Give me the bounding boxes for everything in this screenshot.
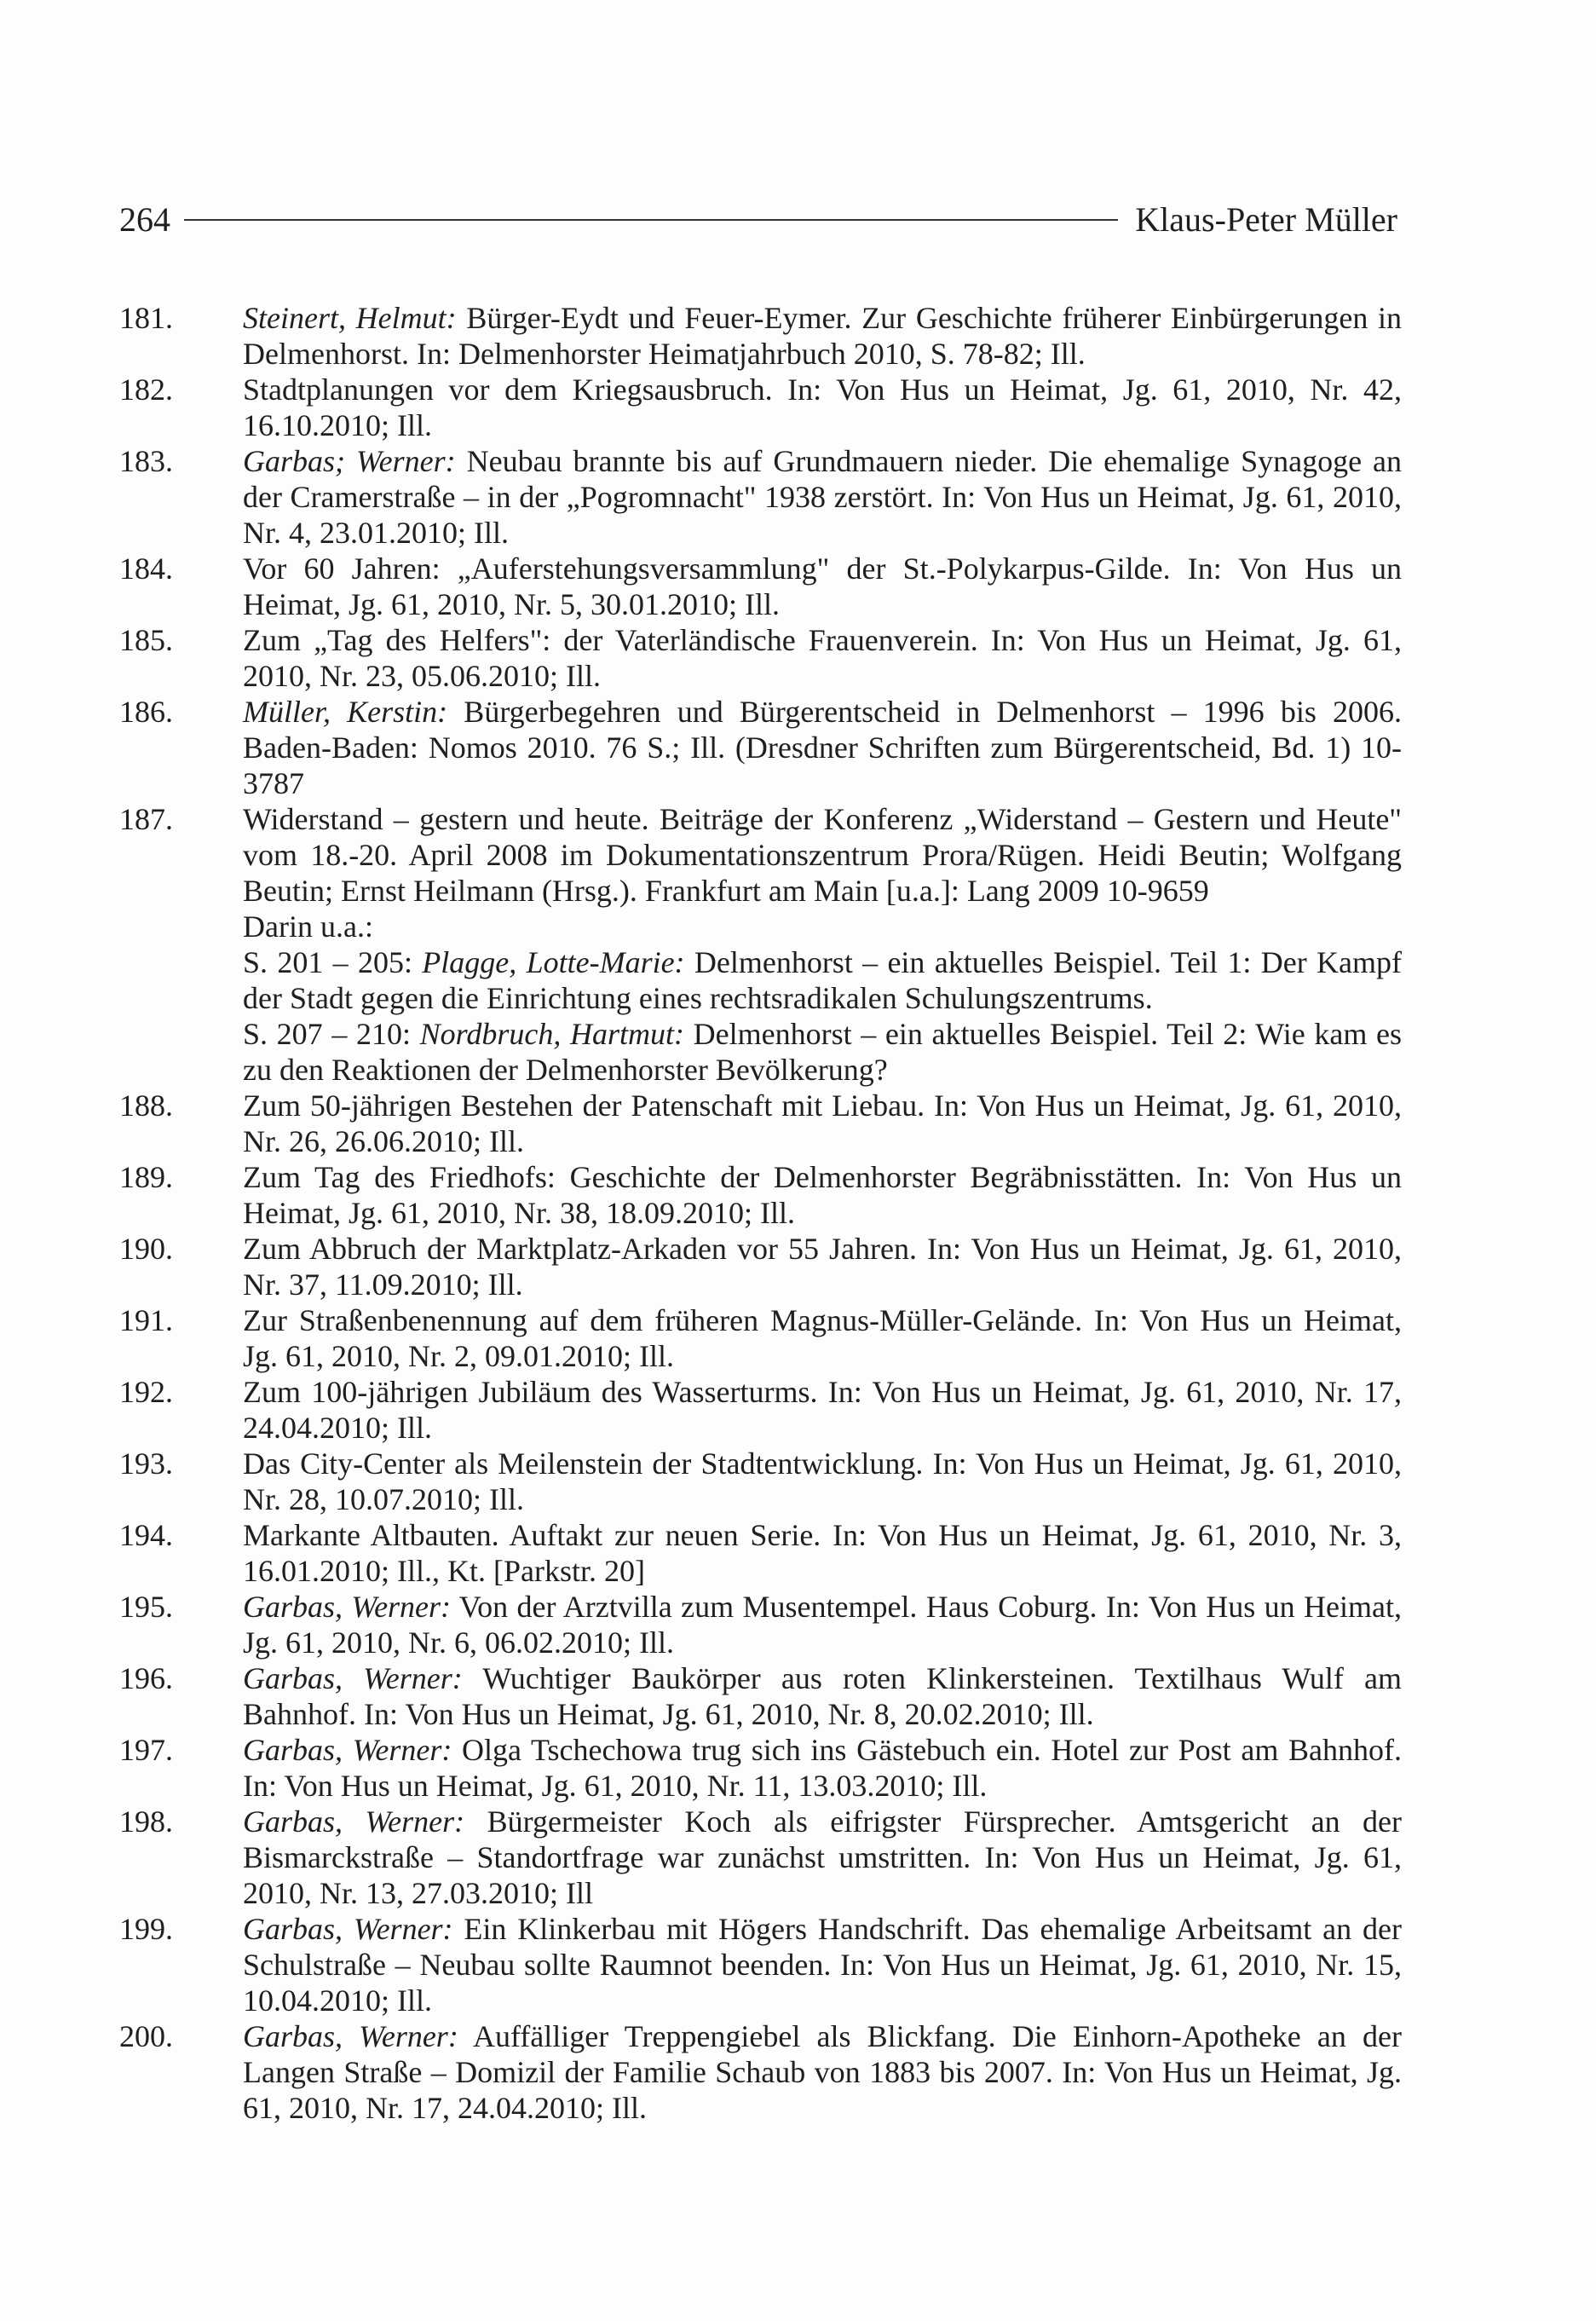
header-rule (184, 219, 1118, 221)
entry-number: 190. (119, 1232, 173, 1266)
entry-number: 199. (119, 1912, 173, 1946)
entry-text (243, 300, 1402, 372)
entry-author: Garbas, Werner: (243, 2019, 458, 2053)
entry-title: Wuchtiger Baukörper aus roten Klinkersteinen. Textilhaus Wulf am Bahnhof. In: Von Hus un Heimat, Jg. 61, 2010, Nr. 8, 20.02.2010; Ill. (243, 1661, 1402, 1731)
entry-text (243, 1804, 1402, 1911)
bibliography-entry (119, 2018, 1402, 2126)
subitem-title: Delmenhorst – ein aktuelles Beispiel. Teil 1: Der Kampf der Stadt gegen die Einrichtung eines rechtsradikalen Schulungszentrums. (243, 945, 1402, 1015)
bibliography-entry (119, 1088, 1402, 1159)
entry-author: Garbas, Werner: (243, 1733, 452, 1767)
bibliography-entry (119, 443, 1402, 551)
bibliography-entry (119, 1804, 1402, 1911)
entry-title: Zum Tag des Friedhofs: Geschichte der Delmenhorster Begräbnisstätten. In: Von Hus un Heimat, Jg. 61, 2010, Nr. 38, 18.09.2010; Ill. (243, 1160, 1402, 1230)
entry-title: Stadtplanungen vor dem Kriegsausbruch. In: Von Hus un Heimat, Jg. 61, 2010, Nr. 42, 16.10.2010; Ill. (243, 372, 1402, 442)
entry-number: 200. (119, 2019, 173, 2053)
entry-number: 188. (119, 1088, 173, 1123)
entry-text (243, 1231, 1402, 1302)
bibliography-entry (119, 372, 1402, 443)
entry-text (243, 1374, 1402, 1446)
entry-text (243, 1302, 1402, 1374)
entry-author: Garbas; Werner: (243, 444, 456, 478)
entry-title: Zum „Tag des Helfers": der Vaterländische Frauenverein. In: Von Hus un Heimat, Jg. 61, 2010, Nr. 23, 05.06.2010; Ill. (243, 623, 1402, 693)
entry-title: Bürger-Eydt und Feuer-Eymer. Zur Geschichte früherer Einbürgerungen in Delmenhorst. In: Delmenhorster Heimatjahrbuch 2010, S. 78-82; Ill. (243, 301, 1403, 371)
bibliography-entry (119, 551, 1402, 622)
subitem-pages: S. 201 – 205: (243, 945, 423, 979)
entry-title: Auffälliger Treppengiebel als Blickfang. Die Einhorn-Apotheke an der Langen Straße – Domizil der Familie Schaub von 1883 bis 2007. In: Von Hus un Heimat, Jg. 61, 2010, Nr. 17, 24.04.2010; Ill. (243, 2019, 1402, 2125)
entry-title: Ein Klinkerbau mit Högers Handschrift. Das ehemalige Arbeitsamt an der Schulstraße – Neubau sollte Raumnot beenden. In: Von Hus un Heimat, Jg. 61, 2010, Nr. 15, 10.04.2010; Ill. (243, 1912, 1402, 2018)
entry-title: Von der Arztvilla zum Musentempel. Haus Coburg. In: Von Hus un Heimat, Jg. 61, 2010, Nr. 6, 06.02.2010; Ill. (243, 1590, 1402, 1660)
entry-number: 181. (119, 301, 173, 335)
entry-number: 194. (119, 1518, 173, 1552)
entry-number: 189. (119, 1160, 173, 1194)
entry-text (243, 801, 1402, 1088)
entry-number: 193. (119, 1446, 173, 1481)
entry-author: Garbas, Werner: (243, 1804, 465, 1839)
entry-title: Zur Straßenbenennung auf dem früheren Magnus-Müller-Gelände. In: Von Hus un Heimat, Jg. 61, 2010, Nr. 2, 09.01.2010; Ill. (243, 1303, 1402, 1373)
entry-title: Zum Abbruch der Marktplatz-Arkaden vor 55 Jahren. In: Von Hus un Heimat, Jg. 61, 2010, Nr. 37, 11.09.2010; Ill. (243, 1232, 1402, 1302)
running-head-author: Klaus-Peter Müller (1135, 200, 1397, 239)
running-header (119, 189, 1397, 251)
bibliography-entry (119, 1911, 1402, 2018)
entry-author: Müller, Kerstin: (243, 695, 448, 729)
entry-number: 191. (119, 1303, 173, 1337)
entry-text (243, 1517, 1402, 1589)
subitem-pages: S. 207 – 210: (243, 1017, 420, 1051)
entry-title: Vor 60 Jahren: „Auferstehungsversammlung" der St.-Polykarpus-Gilde. In: Von Hus un Heimat, Jg. 61, 2010, Nr. 5, 30.01.2010; Ill. (243, 551, 1402, 621)
entry-title: Bürgerbegehren und Bürgerentscheid in Delmenhorst – 1996 bis 2006. Baden-Baden: Nomos 2010. 76 S.; Ill. (Dresdner Schriften zum Bürgerentscheid, Bd. 1) 10-3787 (243, 695, 1402, 800)
entry-author: Steinert, Helmut: (243, 301, 457, 335)
bibliography-entry (119, 300, 1402, 372)
entry-title: Markante Altbauten. Auftakt zur neuen Serie. In: Von Hus un Heimat, Jg. 61, 2010, Nr. 3, 16.01.2010; Ill., Kt. [Parkstr. 20] (243, 1518, 1402, 1588)
bibliography-entry (119, 1302, 1402, 1374)
entry-text (243, 1088, 1402, 1159)
bibliography-entry (119, 1517, 1402, 1589)
page-number: 264 (119, 200, 170, 239)
entry-number: 185. (119, 623, 173, 657)
entry-text (243, 1446, 1402, 1517)
entry-number: 195. (119, 1590, 173, 1624)
entry-text (243, 1159, 1402, 1231)
entry-text (243, 372, 1402, 443)
entry-title: Widerstand – gestern und heute. Beiträge der Konferenz „Widerstand – Gestern und Heute" vom 18.-20. April 2008 im Dokumentationszentrum Prora/Rügen. Heidi Beutin; Wolfgang Beutin; Ernst Heilmann (Hrsg.). Frankfurt am Main [u.a.]: Lang 2009 10-9659 (243, 802, 1402, 908)
bibliography-entry (119, 1231, 1402, 1302)
bibliography-entry (119, 1660, 1402, 1732)
subitem-author: Nordbruch, Hartmut: (419, 1017, 684, 1051)
entry-text (243, 622, 1402, 694)
entry-text (243, 551, 1402, 622)
entry-number: 182. (119, 372, 173, 407)
bibliography-entry (119, 1159, 1402, 1231)
subitem-title: Delmenhorst – ein aktuelles Beispiel. Teil 2: Wie kam es zu den Reaktionen der Delmenhorster Bevölkerung? (243, 1017, 1403, 1087)
entry-number: 183. (119, 444, 173, 478)
entry-text (243, 694, 1402, 801)
entry-title: Olga Tschechowa trug sich ins Gästebuch ein. Hotel zur Post am Bahnhof. In: Von Hus un Heimat, Jg. 61, 2010, Nr. 11, 13.03.2010; Ill. (243, 1733, 1402, 1803)
entry-number: 192. (119, 1375, 173, 1409)
entry-title: Neubau brannte bis auf Grundmauern nieder. Die ehemalige Synagoge an der Cramerstraße – in der „Pogromnacht" 1938 zerstört. In: Von Hus un Heimat, Jg. 61, 2010, Nr. 4, 23.01.2010; Ill. (243, 444, 1403, 550)
entry-title: Bürgermeister Koch als eifrigster Fürsprecher. Amtsgericht an der Bismarckstraße – Standortfrage war zunächst umstritten. In: Von Hus un Heimat, Jg. 61, 2010, Nr. 13, 27.03.2010; Ill (243, 1804, 1403, 1910)
entry-text (243, 1589, 1402, 1660)
entry-text (243, 1732, 1402, 1804)
bibliography-entry (119, 622, 1402, 694)
entry-text (243, 1660, 1402, 1732)
entry-subitem (243, 1016, 1402, 1088)
entry-text (243, 1911, 1402, 2018)
bibliography-list (119, 300, 1402, 2126)
bibliography-entry (119, 1446, 1402, 1517)
bibliography-entry (119, 801, 1402, 1088)
entry-number: 196. (119, 1661, 173, 1695)
entry-number: 184. (119, 551, 173, 586)
entry-number: 186. (119, 695, 173, 729)
bibliography-entry (119, 1732, 1402, 1804)
entry-title: Das City-Center als Meilenstein der Stadtentwicklung. In: Von Hus un Heimat, Jg. 61, 2010, Nr. 28, 10.07.2010; Ill. (243, 1446, 1402, 1516)
entry-darin: Darin u.a.: (243, 909, 373, 944)
entry-author: Garbas, Werner: (243, 1661, 463, 1695)
entry-number: 187. (119, 802, 173, 836)
entry-author: Garbas, Werner: (243, 1590, 452, 1624)
entry-author: Garbas, Werner: (243, 1912, 453, 1946)
bibliography-entry (119, 1374, 1402, 1446)
bibliography-entry (119, 1589, 1402, 1660)
entry-title: Zum 50-jährigen Bestehen der Patenschaft mit Liebau. In: Von Hus un Heimat, Jg. 61, 2010, Nr. 26, 26.06.2010; Ill. (243, 1088, 1402, 1158)
bibliography-entry (119, 694, 1402, 801)
entry-title: Zum 100-jährigen Jubiläum des Wasserturms. In: Von Hus un Heimat, Jg. 61, 2010, Nr. 17, 24.04.2010; Ill. (243, 1375, 1402, 1445)
entry-number: 197. (119, 1733, 173, 1767)
entry-text (243, 443, 1402, 551)
entry-text (243, 2018, 1402, 2126)
entry-number: 198. (119, 1804, 173, 1839)
entry-subitem (243, 944, 1402, 1016)
subitem-author: Plagge, Lotte-Marie: (422, 945, 685, 979)
